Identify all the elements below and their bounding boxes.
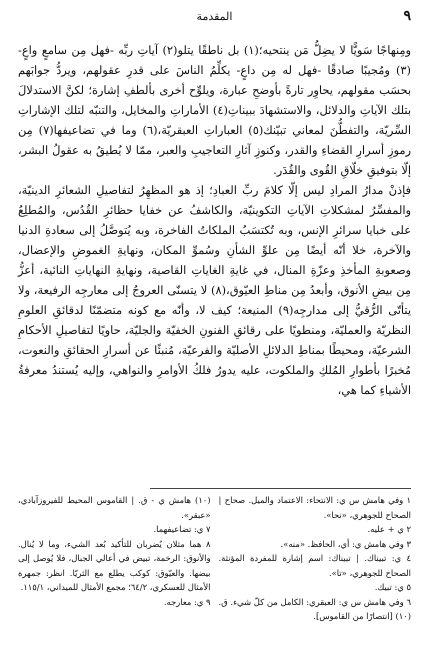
paragraph: فإذنْ مدارُ المرادِ ليس إلّا كلامَ ربِّ العبادِ؛ إذ هو المظهِرُ لتفاصيلِ الشعائرِ الدينيّة، والمفسِّرُ لمشكلاتِ الآياتِ التكوينيّة، والكاشفُ عن خفايا حظائرِ القُدُس، والمُطلِعُ على خبايا سرائرِ الإنس، وبه تُكتسَبُ الملكاتُ الفاخرة، وبه يُتوصَّلُ إلى سعادةِ الدنيا والآخرة، خلا أنّه أيضًا مِن علوِّ الشأنِ وسُموِّ المكان، ونهايةِ الغموضِ والإعضال، وصعوبةِ المأخذِ وعزّةِ المنال، في غايةِ الغاياتِ القاصية، ونهايةِ النهاياتِ النائية، أعزُّ مِن بيضِ الأنوق، وأبعدُ مِن مناطِ العيّوق،(٨) لا يتسنّى العروجُ إلى معارجِه الرفيعة، ولا يتأتّى الرُّقيُّ إلى مدارجِه(٩) المنيعة؛ كيف لا، وأنّه مع كونه متضمّنًا لدقائقِ العلومِ النظريّة والعمليّة، ومنطويًا على رقائقِ الفنونِ الخفيّة والجليّة، حاويًا لتفاصيلِ الأحكامِ الشرعيّة، ومحيطًا بمناطِ الدلائلِ الأصليّة والفرعيّة، مُنبئًا عن أسرارِ الحقائقِ والنعوت، مُخبرًا بأطوارِ المُلكِ والملكوت، عليه يدورُ فلكُ الأوامرِ والنواهي، وإليه يُستندُ معرفةُ الأشياءِ كما هي، — [18, 183, 411, 397]
footnote: ٣ وفي هامش ي: أي، الحافظ. «منه». — [280, 538, 411, 549]
footnote: (١٠) هامش ي - ق. | القاموس المحيط للفيروزآبادي، «عبقر». — [18, 495, 211, 520]
footnotes-right-column — [219, 493, 412, 624]
footnotes-left-column — [18, 493, 211, 624]
footnote: ٦ وفي هامش س ي: العبقري: الكامل من كلّ شيء. ق.(١٠) [انتصارًا من القاموس]. — [218, 596, 411, 621]
main-text — [18, 40, 411, 400]
footnote: ٧ ي: تضاعيفهما. — [153, 524, 211, 534]
page-header — [18, 8, 411, 28]
footnote: ٤ ي: تبيناك. | تبيناك: اسم إشارة للمفردة المؤنثة. الصحاح للجوهري، «تا». — [218, 553, 411, 578]
footnotes — [18, 493, 411, 624]
footnote: ٩ ي: معارجه. — [163, 596, 211, 607]
paragraph: ومِنهاجًا سَويًّا لا يضِلُّ مَن ينتحيه؛(١) بل ناطقًا يتلو(٢) آياتِ ربِّه -فهل مِن سامعٍ واعٍ-(٣) ومُجيبًا صادقًا -فهل له مِن داعٍ- يكلِّمُ الناسَ على قدرِ عقولهم، ويردُّ جوابَهم بحسَب مقولهم، يحاوِر تارةً بأوضحِ عبارة، ويلوِّح أخرى بألطفِ إشارة؛ لكنَّ الاستدلالَ بتلك الآياتِ والدلائل، والاستشهادَ ببيناتِ(٤) الأماراتِ والمخايل، والتنبّه لتلك الإشاراتِ السِّريّة، والتفطُّنَ لمعاني تبيّنك(٥) العباراتِ العبقريّة،(٦) وما في تضاعيفها(٧) مِن رموزِ أسرارِ القضاءِ والقدر، وكنوزِ آثارِ التعاجيبِ والعبر، ممّا لا يُطيقُ به عقولُ البشر، إلّا بتوفيقِ خلّاقِ القُوى والقُدَر. — [18, 43, 412, 177]
footnote: ١ وفي هامش س ي: الانتحاء: الاعتماد والميل. صحاح | الصحاح للجوهري، «نحا». — [218, 495, 411, 520]
page-number: ٩ — [403, 8, 411, 24]
footnote: ٢ ي + عليه. — [367, 524, 411, 534]
footnote: ٥ ي: تبيك. — [374, 582, 411, 592]
footnote-divider — [150, 488, 411, 489]
footnote: ٨ هما مثلان يُضربان للتأكيد بُعد الشيء، وما لا يُنال. والأنوق: الرخمة، تبيض في أعالي الجبال، فلا يُوصل إلى بيضها. والعيّوق: كوكب يطلع مع الثريّا. انظر: جمهرة الأمثال للعسكري، ٦٤/٢؛ مجمع الأمثال للميداني، ١١٥/١. — [18, 538, 211, 592]
running-title: المقدمة — [196, 10, 233, 23]
